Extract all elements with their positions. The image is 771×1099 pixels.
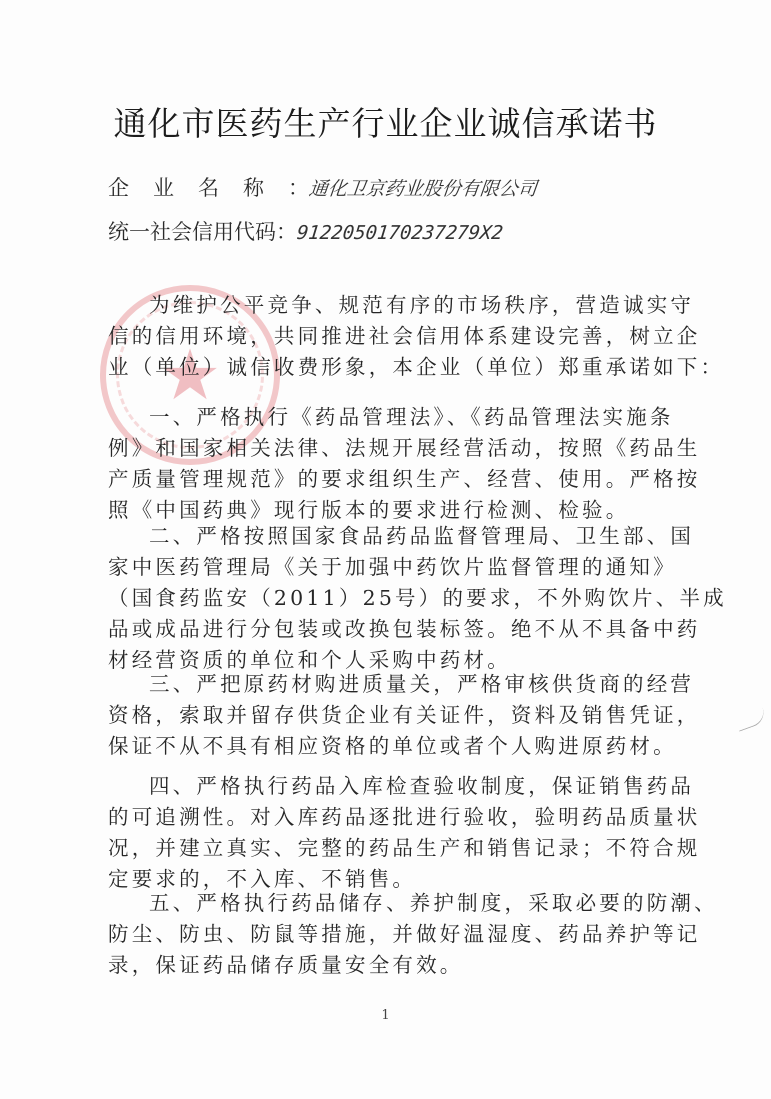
- paragraph-line: 四、严格执行药品入库检查验收制度，保证销售药品: [149, 774, 695, 798]
- paragraph-line: 的可追溯性。对入库药品逐批进行验收，验明药品质量状: [108, 805, 701, 829]
- paragraph-line: 业（单位）诚信收费形象，本企业（单位）郑重承诺如下：: [108, 355, 725, 379]
- clause-4: [108, 771, 701, 895]
- paragraph-line: 材经营资质的单位和个人采购中药材。: [108, 648, 511, 672]
- paragraph-line: 为维护公平竞争、规范有序的市场秩序，营造诚实守: [149, 293, 695, 317]
- paragraph-line: 防尘、防虫、防鼠等措施，并做好温湿度、药品养护等记: [108, 922, 701, 946]
- intro-paragraph: [108, 290, 725, 383]
- clause-1: [108, 402, 701, 526]
- clause-3: [108, 669, 701, 762]
- paragraph-line: 录，保证药品储存质量安全有效。: [108, 953, 464, 977]
- credit-code-colon: ：: [276, 220, 297, 244]
- credit-code-handwritten: 9122050170237279X2: [295, 222, 505, 244]
- paragraph-line: 信的信用环境，共同推进社会信用体系建设完善，树立企: [108, 324, 701, 348]
- company-name-row: [108, 172, 537, 202]
- paragraph-line: 一、严格执行《药品管理法》、《药品管理法实施条: [149, 405, 674, 429]
- paragraph-line: 五、严格执行药品储存、养护制度，采取必要的防潮、: [149, 891, 718, 915]
- company-name-handwritten: 通化卫京药业股份有限公司: [307, 178, 539, 200]
- paragraph-line: 定要求的，不入库、不销售。: [108, 867, 417, 891]
- credit-code-row: [108, 216, 503, 246]
- paragraph-line: 况，并建立真实、完整的药品生产和销售记录；不符合规: [108, 836, 701, 860]
- paragraph-line: 照《中国药典》现行版本的要求进行检测、检验。: [108, 498, 630, 522]
- credit-code-label: 统一社会信用代码: [108, 220, 276, 244]
- company-name-colon: ：: [288, 176, 309, 200]
- paragraph-line: 家中医药管理局《关于加强中药饮片监督管理的通知》: [108, 555, 677, 579]
- paragraph-line: 保证不从不具有相应资格的单位或者个人购进原药材。: [108, 734, 677, 758]
- paragraph-line: 品或成品进行分包装或改换包装标签。绝不从不具备中药: [108, 617, 701, 641]
- company-name-label: 企业名称: [108, 176, 288, 200]
- clause-5: [108, 888, 718, 981]
- paragraph-line: 二、严格按照国家食品药品监督管理局、卫生部、国: [149, 524, 695, 548]
- paragraph-line: 例》和国家相关法律、法规开展经营活动，按照《药品生: [108, 436, 701, 460]
- document-title: 通化市医药生产行业企业诚信承诺书: [113, 104, 658, 144]
- paragraph-line: 资格，索取并留存供货企业有关证件，资料及销售凭证，: [108, 703, 701, 727]
- paragraph-line: （国食药监安（2011）25号）的要求，不外购饮片、半成: [108, 586, 727, 610]
- star-icon: ★: [158, 334, 222, 416]
- clause-2: [108, 521, 727, 676]
- page-number: 1: [381, 1008, 390, 1023]
- paragraph-line: 三、严把原药材购进质量关，严格审核供货商的经营: [149, 672, 695, 696]
- pen-mark: [734, 707, 767, 731]
- paragraph-line: 产质量管理规范》的要求组织生产、经营、使用。严格按: [108, 467, 701, 491]
